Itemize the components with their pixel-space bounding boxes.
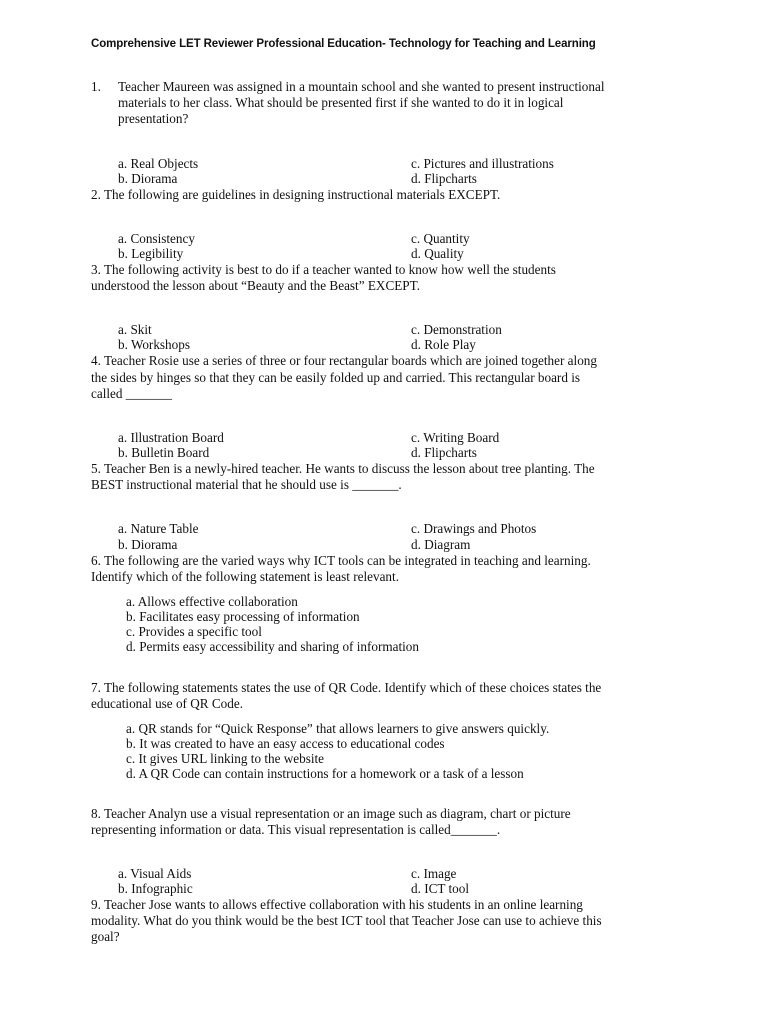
question-1-choice-d: d. Flipcharts — [411, 171, 477, 186]
question-9-stem-line: 9. Teacher Jose wants to allows effective collaboration with his students in an online learning — [91, 897, 583, 912]
question-5-choice-d: d. Diagram — [411, 537, 471, 552]
question-1-stem-line: Teacher Maureen was assigned in a mountain school and she wanted to present instructional — [118, 79, 605, 94]
question-3-stem-line: 3. The following activity is best to do if a teacher wanted to know how well the students — [91, 262, 556, 277]
question-4-choice-a: a. Illustration Board — [118, 430, 224, 445]
question-8-choice-a: a. Visual Aids — [118, 866, 192, 881]
question-2-choice-d: d. Quality — [411, 246, 464, 261]
question-7-stem-line: educational use of QR Code. — [91, 696, 243, 711]
question-1-stem-line: materials to her class. What should be presented first if she wanted to do it in logical — [118, 95, 564, 110]
question-7-choice-b: b. It was created to have an easy access to educational codes — [126, 736, 445, 751]
question-2-choice-b: b. Legibility — [118, 246, 184, 261]
question-8-stem-line: 8. Teacher Analyn use a visual representation or an image such as diagram, chart or picture — [91, 806, 571, 821]
question-6-choice-b: b. Facilitates easy processing of information — [126, 609, 360, 624]
question-5-stem-line: BEST instructional material that he should use is _______. — [91, 477, 402, 492]
question-1-stem-line: presentation? — [118, 111, 189, 126]
question-6-choice-d: d. Permits easy accessibility and sharing of information — [126, 639, 419, 654]
question-1-number: 1. — [91, 79, 101, 94]
question-4-choice-c: c. Writing Board — [411, 430, 500, 445]
question-6-stem-line: 6. The following are the varied ways why ICT tools can be integrated in teaching and learning. — [91, 553, 591, 568]
question-7-choice-d: d. A QR Code can contain instructions for a homework or a task of a lesson — [126, 766, 524, 781]
question-3-stem-line: understood the lesson about “Beauty and the Beast” EXCEPT. — [91, 278, 421, 293]
question-7-choice-c: c. It gives URL linking to the website — [126, 751, 325, 766]
question-6-choice-c: c. Provides a specific tool — [126, 624, 262, 639]
question-1-choice-c: c. Pictures and illustrations — [411, 156, 554, 171]
question-4-stem-line: 4. Teacher Rosie use a series of three or four rectangular boards which are joined together along — [91, 353, 597, 368]
question-4-choice-b: b. Bulletin Board — [118, 445, 210, 460]
question-4-stem-line: called _______ — [91, 386, 172, 401]
question-5-choice-b: b. Diorama — [118, 537, 178, 552]
question-2-choice-c: c. Quantity — [411, 231, 470, 246]
question-5-stem-line: 5. Teacher Ben is a newly-hired teacher. He wants to discuss the lesson about tree planting. The — [91, 461, 595, 476]
question-3-choice-b: b. Workshops — [118, 337, 190, 352]
document-header: Comprehensive LET Reviewer Professional Education- Technology for Teaching and Learning — [91, 38, 596, 50]
question-5-choice-c: c. Drawings and Photos — [411, 521, 537, 536]
question-4-stem-line: the sides by hinges so that they can be easily folded up and carried. This rectangular board is — [91, 370, 581, 385]
question-6-stem-line: Identify which of the following statement is least relevant. — [91, 569, 399, 584]
question-4-choice-d: d. Flipcharts — [411, 445, 477, 460]
question-9-stem-line: modality. What do you think would be the best ICT tool that Teacher Jose can use to achieve this — [91, 913, 602, 928]
question-8-choice-c: c. Image — [411, 866, 457, 881]
question-2-choice-a: a. Consistency — [118, 231, 195, 246]
question-3-choice-d: d. Role Play — [411, 337, 476, 352]
question-6-choice-a: a. Allows effective collaboration — [126, 594, 298, 609]
question-8-choice-b: b. Infographic — [118, 881, 193, 896]
question-9-stem-line: goal? — [91, 929, 120, 944]
question-8-choice-d: d. ICT tool — [411, 881, 470, 896]
question-8-stem-line: representing information or data. This visual representation is called_______. — [91, 822, 501, 837]
question-3-choice-c: c. Demonstration — [411, 322, 502, 337]
question-7-choice-a: a. QR stands for “Quick Response” that allows learners to give answers quickly. — [126, 721, 550, 736]
question-7-stem-line: 7. The following statements states the use of QR Code. Identify which of these choices states the — [91, 680, 602, 695]
question-5-choice-a: a. Nature Table — [118, 521, 199, 536]
question-3-choice-a: a. Skit — [118, 322, 152, 337]
question-1-choice-b: b. Diorama — [118, 171, 178, 186]
question-2-stem-line: 2. The following are guidelines in designing instructional materials EXCEPT. — [91, 187, 501, 202]
question-1-choice-a: a. Real Objects — [118, 156, 199, 171]
